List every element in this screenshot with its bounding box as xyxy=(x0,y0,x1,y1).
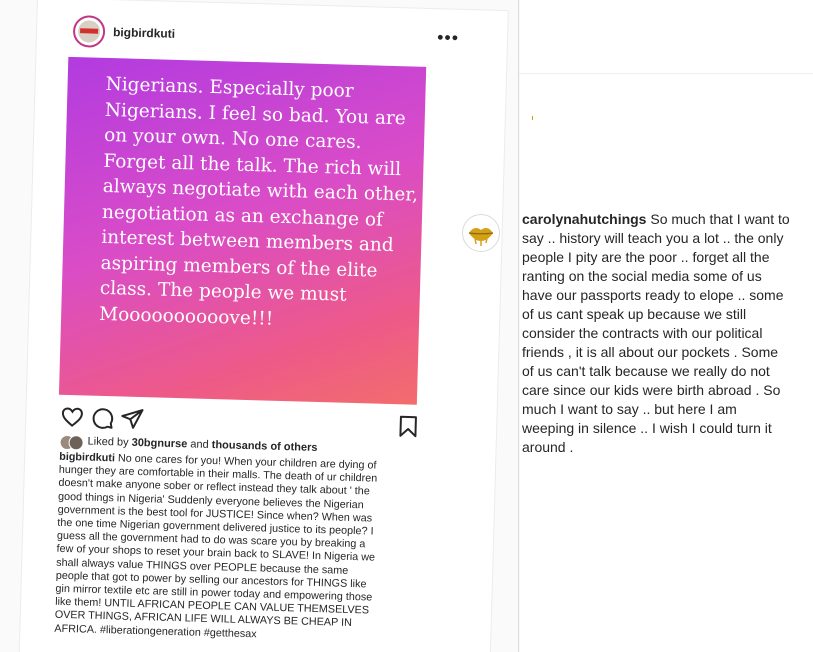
gold-lips-icon[interactable] xyxy=(462,214,500,252)
share-icon[interactable] xyxy=(120,406,145,431)
post-quote-text: Nigerians. Especially poor Nigerians. I feel so bad. You are on your own. No one cares. Forget all the talk. The rich will always negotiate with each other, negotiation as an exchange of interest between members and aspiring members of the elite class. The people we must Moooooooooove!!! xyxy=(98,73,419,330)
post-image xyxy=(59,57,426,405)
post-caption xyxy=(54,451,379,645)
decorative-mark xyxy=(532,116,533,120)
panel-divider xyxy=(518,0,519,652)
likes-prefix: Liked by xyxy=(87,435,129,449)
header-divider xyxy=(519,73,813,74)
caption-username[interactable]: bigbirdkuti xyxy=(59,450,116,465)
liker-avatars xyxy=(59,435,85,450)
caption-text: No one cares for you! When your children are dying of hunger they are comfortable in their malls. The death of ur children doesn't make anyone sober or reflect instead they talk about ' the good things in Nigeria' Suddenly everyone believes the Nigerian government is the best tool for JUSTICE! Since when? When was the one time Nigerian government delivered justice to its people? I guess all the government had to do was scare you by breaking a few of your shops to reset your brain back to SLAVE! In Nigeria we shall always value THINGS over PEOPLE because the same people that got to power by selling our ancestors for THINGS like gin mirror textile etc are still in power today and empowering those like them! UNTIL AFRICAN PEOPLE CAN VALUE THEMSELVES OVER THINGS, AFRICAN LIFE WILL ALWAYS BE CHEAP IN AFRICA. #liberationgeneration #getthesax xyxy=(54,452,378,640)
heart-icon[interactable] xyxy=(60,405,85,430)
comment-text-block xyxy=(522,210,790,457)
bookmark-icon[interactable] xyxy=(396,414,421,439)
post-card xyxy=(19,0,508,652)
liked-by-user[interactable]: 30bgnurse xyxy=(131,436,188,451)
avatar xyxy=(68,435,83,450)
likes-and: and xyxy=(190,438,209,451)
comment-username[interactable]: carolynahutchings xyxy=(522,211,647,227)
liked-by-others[interactable]: thousands of others xyxy=(211,439,318,454)
avatar-logo-stripe xyxy=(80,28,98,34)
post-username[interactable]: bigbirdkuti xyxy=(112,25,176,41)
comment-icon[interactable] xyxy=(90,406,115,431)
likes-text xyxy=(87,436,317,454)
more-options-icon[interactable]: ••• xyxy=(436,27,460,48)
comment-text: So much that I want to say .. history will teach you a lot .. the only people I pity are the poor .. forget all the ranting on the social media some of us have our passports ready to elope .. some of us cant speak up because we still consider the contracts with our political friends , it is all about our pockets . Some of us can't talk because we really do not care since our kids were birth abroad . So much I want to say .. but here I am weeping in silence .. I wish I could turn it around . xyxy=(522,211,790,455)
avatar[interactable] xyxy=(73,15,106,48)
